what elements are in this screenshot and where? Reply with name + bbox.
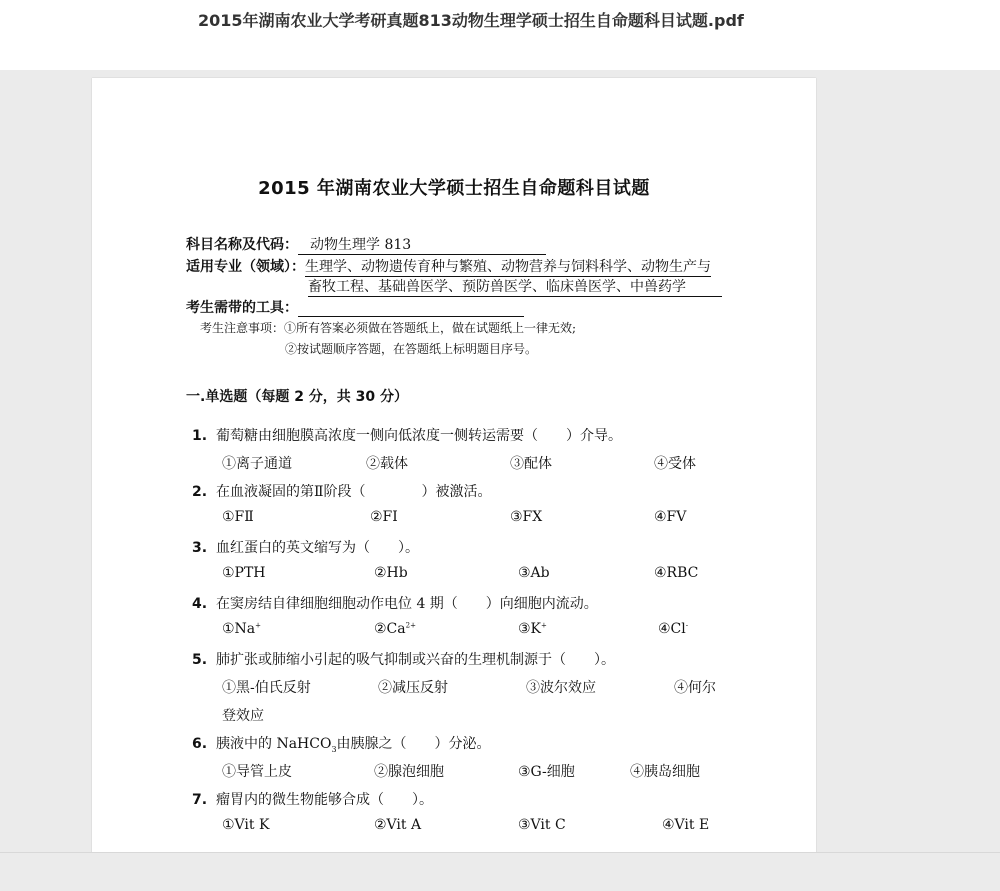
option-7b: ②Vit A (374, 817, 422, 833)
major-line-2: 畜牧工程、基础兽医学、预防兽医学、临床兽医学、中兽药学 (308, 276, 722, 297)
question-4: 4. 在窦房结自律细胞细胞动作电位 4 期（ ）向细胞内流动。 (192, 596, 598, 612)
option-1c: ③配体 (510, 456, 552, 472)
question-text-before: 胰液中的 NaHCO (216, 736, 332, 752)
question-5: 5. 肺扩张或肺缩小引起的吸气抑制或兴奋的生理机制源于（ ）。 (192, 652, 615, 668)
viewer-bottom-bar (0, 852, 1000, 891)
option-3c: ③Ab (518, 565, 550, 581)
option-4a: ①Na+ (222, 621, 262, 637)
option-7a: ①Vit K (222, 817, 270, 833)
option-5a: ①黑-伯氏反射 (222, 680, 311, 696)
question-text: 瘤胃内的微生物能够合成（ ）。 (216, 792, 433, 808)
option-6c: ③G-细胞 (518, 764, 575, 780)
question-2: 2. 在血液凝固的第Ⅱ阶段（ ）被激活。 (192, 484, 492, 500)
tools-blank (298, 301, 524, 317)
option-2b: ②FⅠ (370, 509, 398, 525)
option-2c: ③FⅩ (510, 509, 543, 525)
option-3b: ②Hb (374, 565, 408, 581)
question-text-sub: 3 (331, 744, 337, 754)
question-1: 1. 葡萄糖由细胞膜高浓度一侧向低浓度一侧转运需要（ ）介导。 (192, 428, 622, 444)
question-text: 葡萄糖由细胞膜高浓度一侧向低浓度一侧转运需要（ ）介导。 (216, 428, 622, 444)
option-1d: ④受体 (654, 456, 696, 472)
notice-item-1: ①所有答案必须做在答题纸上，做在试题纸上一律无效; (284, 321, 577, 335)
option-5b: ②减压反射 (378, 680, 448, 696)
option-6d: ④胰岛细胞 (630, 764, 700, 780)
notice-item-2: ②按试题顺序答题，在答题纸上标明题目序号。 (285, 342, 538, 356)
option-7c: ③Vit C (518, 817, 566, 833)
question-text: 在血液凝固的第Ⅱ阶段（ ）被激活。 (216, 484, 492, 500)
option-4b: $②Ca^{2+}$ (374, 621, 416, 637)
question-7: 7. 瘤胃内的微生物能够合成（ ）。 (192, 792, 433, 808)
exam-title: 2015 年湖南农业大学硕士招生自命题科目试题 (258, 178, 650, 199)
notice-row-2 (285, 340, 537, 357)
option-1a: ①离子通道 (222, 456, 292, 472)
option-7d: ④Vit E (662, 817, 710, 833)
option-3a: ①PTH (222, 565, 266, 581)
notice-label: 考生注意事项： (200, 321, 285, 335)
question-text: 肺扩张或肺缩小引起的吸气抑制或兴奋的生理机制源于（ ）。 (216, 652, 615, 668)
question-text: 血红蛋白的英文缩写为（ ）。 (216, 540, 419, 556)
major-line-1: 生理学、动物遗传育种与繁殖、动物营养与饲料科学、动物生产与 (305, 256, 711, 277)
option-6a: ①导管上皮 (222, 764, 292, 780)
subject-value: 动物生理学 813 (298, 234, 546, 255)
option-6b: ②腺泡细胞 (374, 764, 444, 780)
tools-row (186, 297, 524, 317)
question-6: 6. 胰液中的 NaHCO$_3$由胰腺之（ ）分泌。 (192, 736, 491, 754)
viewer-toolbar (0, 0, 1000, 70)
major-label: 适用专业（领域）： (186, 259, 305, 275)
question-text-after: 由胰腺之（ ）分泌。 (336, 736, 491, 752)
question-text: 在窦房结自律细胞细胞动作电位 4 期（ ）向细胞内流动。 (216, 596, 598, 612)
document-title: 2015年湖南农业大学考研真题813动物生理学硕士招生自命题科目试题.pdf (198, 11, 744, 30)
option-3d: ④RBC (654, 565, 699, 581)
subject-label: 科目名称及代码： (186, 237, 298, 253)
option-5c: ③波尔效应 (526, 680, 596, 696)
option-4c: ③K+ (518, 621, 547, 637)
option-2a: ①FⅡ (222, 509, 254, 525)
question-3: 3. 血红蛋白的英文缩写为（ ）。 (192, 540, 419, 556)
notice-row-1 (200, 319, 576, 336)
major-row-2 (308, 276, 722, 297)
subject-row (186, 234, 546, 255)
option-4d: ④Cl- (658, 621, 689, 637)
option-5d-continuation: 登效应 (222, 708, 264, 724)
option-5d: ④何尔 (674, 680, 716, 696)
tools-label: 考生需带的工具： (186, 300, 298, 316)
option-2d: ④FⅤ (654, 509, 687, 525)
pdf-page (92, 78, 816, 890)
major-row (186, 256, 711, 277)
option-1b: ②载体 (366, 456, 408, 472)
section-title: 一.单选题（每题 2 分，共 30 分） (186, 389, 409, 405)
